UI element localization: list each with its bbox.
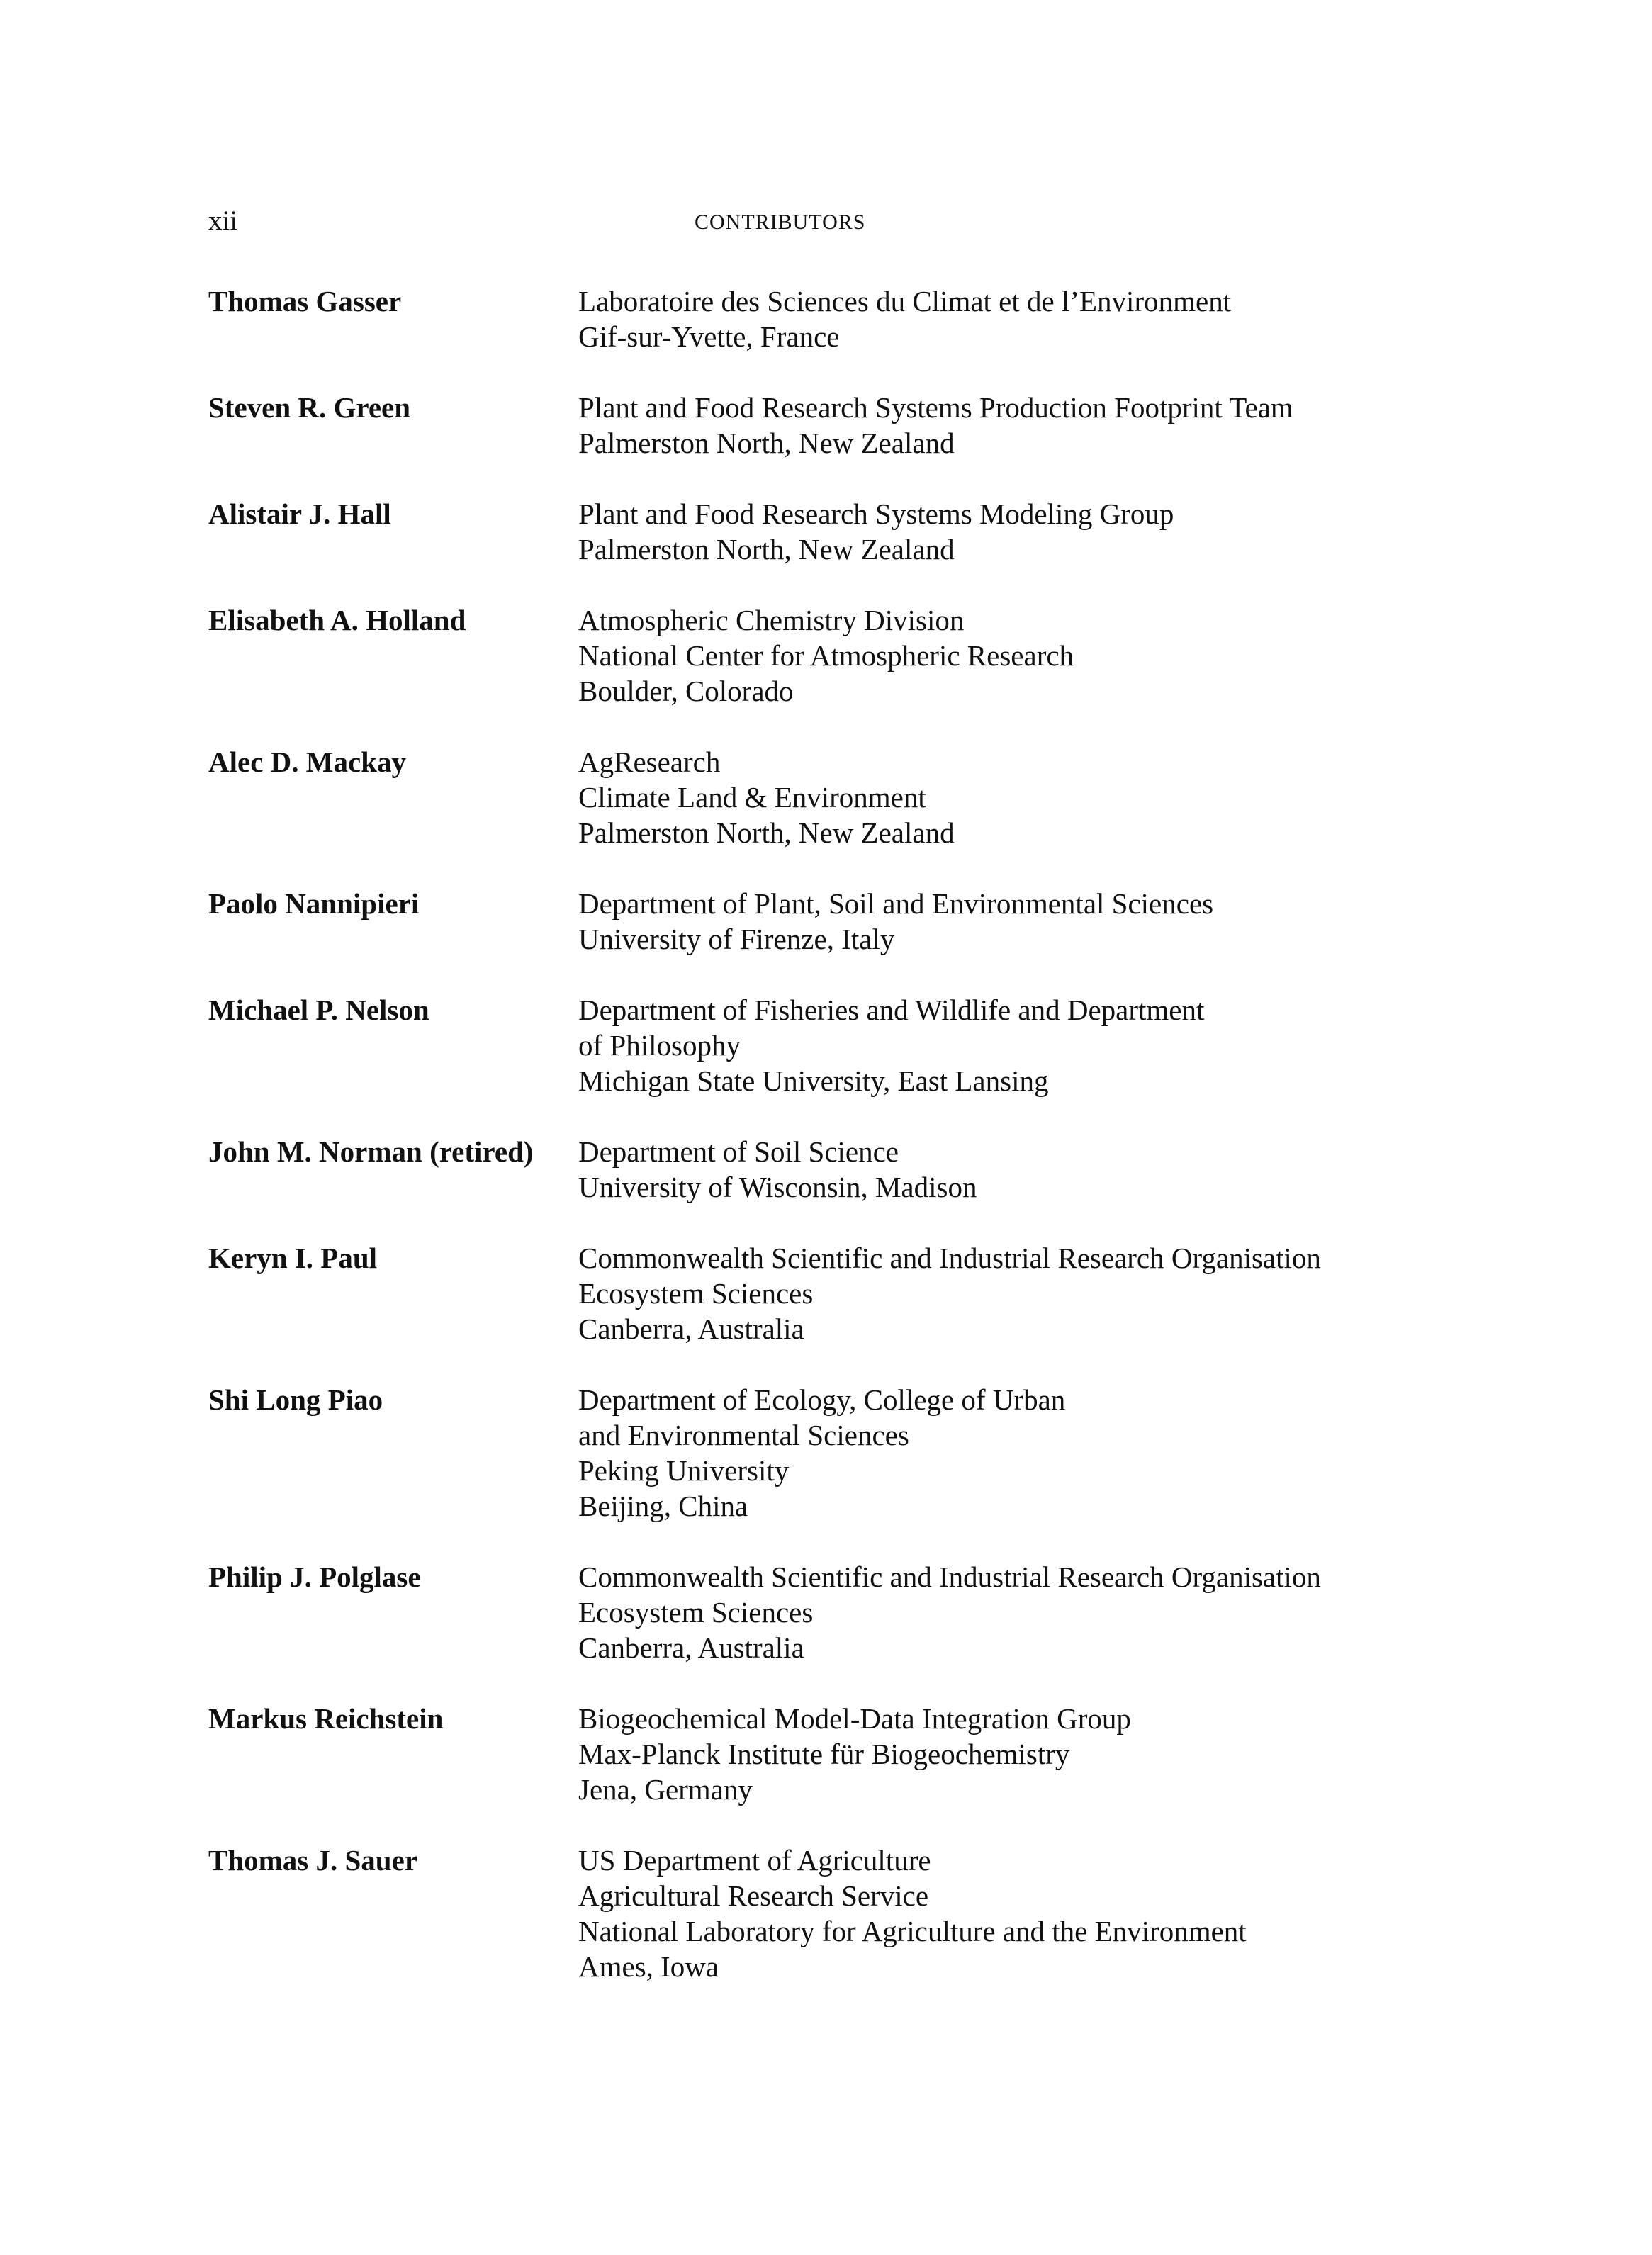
affiliation-line: Commonwealth Scientific and Industrial Research Organisation xyxy=(578,1560,1321,1593)
contributor-affiliation xyxy=(578,886,1456,957)
contributor-name: Alec D. Mackay xyxy=(208,746,406,778)
contributor-entry xyxy=(208,1559,1456,1665)
affiliation-line: Department of Soil Science xyxy=(578,1135,899,1168)
affiliation-line: Peking University xyxy=(578,1454,790,1487)
contributor-affiliation xyxy=(578,602,1456,709)
contributor-affiliation xyxy=(578,390,1456,461)
affiliation-line: Beijing, China xyxy=(578,1490,748,1522)
contributor-name: Markus Reichstein xyxy=(208,1702,444,1735)
contributor-entry xyxy=(208,886,1456,957)
contributor-affiliation xyxy=(578,283,1456,354)
contributor-name: Michael P. Nelson xyxy=(208,994,429,1026)
contributor-affiliation xyxy=(578,1559,1456,1665)
affiliation-line: Ecosystem Sciences xyxy=(578,1277,814,1310)
affiliation-line: National Laboratory for Agriculture and the Environment xyxy=(578,1915,1247,1947)
contributor-affiliation xyxy=(578,992,1456,1098)
contributor-entry xyxy=(208,390,1456,461)
contributor-entry xyxy=(208,744,1456,850)
contributor-affiliation xyxy=(578,1701,1456,1807)
affiliation-line: Palmerston North, New Zealand xyxy=(578,427,955,459)
contributors-list xyxy=(208,283,1456,2020)
contributor-entry xyxy=(208,1134,1456,1205)
affiliation-line: Boulder, Colorado xyxy=(578,675,794,707)
affiliation-line: Michigan State University, East Lansing xyxy=(578,1064,1049,1097)
contributor-name: Thomas J. Sauer xyxy=(208,1844,418,1877)
contributor-name: Shi Long Piao xyxy=(208,1383,383,1416)
contributor-name: Thomas Gasser xyxy=(208,285,402,317)
contributor-affiliation xyxy=(578,1134,1456,1205)
running-head xyxy=(208,206,1442,241)
contributor-name: Alistair J. Hall xyxy=(208,497,391,530)
affiliation-line: Ecosystem Sciences xyxy=(578,1596,814,1629)
affiliation-line: of Philosophy xyxy=(578,1029,741,1062)
affiliation-line: Canberra, Australia xyxy=(578,1631,804,1664)
contributor-affiliation xyxy=(578,496,1456,567)
affiliation-line: Jena, Germany xyxy=(578,1773,753,1806)
affiliation-line: Canberra, Australia xyxy=(578,1312,804,1345)
contributor-affiliation xyxy=(578,1382,1456,1524)
affiliation-line: Biogeochemical Model-Data Integration Group xyxy=(578,1702,1131,1735)
affiliation-line: Laboratoire des Sciences du Climat et de l’Environment xyxy=(578,285,1232,317)
affiliation-line: Plant and Food Research Systems Modeling Group xyxy=(578,497,1174,530)
contributor-name: Elisabeth A. Holland xyxy=(208,604,466,636)
affiliation-line: Department of Plant, Soil and Environmental Sciences xyxy=(578,887,1214,920)
contributor-name: Philip J. Polglase xyxy=(208,1560,421,1593)
contributor-entry xyxy=(208,1240,1456,1346)
contributor-affiliation xyxy=(578,1240,1456,1346)
affiliation-line: Palmerston North, New Zealand xyxy=(578,533,955,566)
contributor-affiliation xyxy=(578,1843,1456,1984)
contributor-name: Steven R. Green xyxy=(208,391,411,424)
affiliation-line: Climate Land & Environment xyxy=(578,781,926,814)
contributor-entry xyxy=(208,1701,1456,1807)
affiliation-line: Department of Fisheries and Wildlife and Department xyxy=(578,994,1205,1026)
affiliation-line: AgResearch xyxy=(578,746,721,778)
contributor-entry xyxy=(208,496,1456,567)
affiliation-line: University of Firenze, Italy xyxy=(578,923,895,955)
affiliation-line: Agricultural Research Service xyxy=(578,1879,929,1912)
affiliation-line: Palmerston North, New Zealand xyxy=(578,816,955,849)
contributor-affiliation xyxy=(578,744,1456,850)
affiliation-line: Commonwealth Scientific and Industrial Research Organisation xyxy=(578,1242,1321,1274)
contributor-entry xyxy=(208,1843,1456,1984)
contributor-entry xyxy=(208,1382,1456,1524)
contributor-entry xyxy=(208,992,1456,1098)
affiliation-line: Plant and Food Research Systems Production Footprint Team xyxy=(578,391,1293,424)
affiliation-line: University of Wisconsin, Madison xyxy=(578,1171,977,1203)
affiliation-line: National Center for Atmospheric Research xyxy=(578,639,1074,672)
contributor-name: John M. Norman (retired) xyxy=(208,1135,534,1168)
affiliation-line: US Department of Agriculture xyxy=(578,1844,931,1877)
affiliation-line: Ames, Iowa xyxy=(578,1950,719,1983)
affiliation-line: and Environmental Sciences xyxy=(578,1419,909,1451)
contributor-name: Paolo Nannipieri xyxy=(208,887,420,920)
page-number: xii xyxy=(208,206,238,236)
contributor-entry xyxy=(208,602,1456,709)
affiliation-line: Gif-sur-Yvette, France xyxy=(578,320,840,353)
affiliation-line: Max-Planck Institute für Biogeochemistry xyxy=(578,1738,1070,1770)
affiliation-line: Atmospheric Chemistry Division xyxy=(578,604,965,636)
section-title: CONTRIBUTORS xyxy=(695,210,866,234)
contributor-name: Keryn I. Paul xyxy=(208,1242,378,1274)
affiliation-line: Department of Ecology, College of Urban xyxy=(578,1383,1066,1416)
contributor-entry xyxy=(208,283,1456,354)
